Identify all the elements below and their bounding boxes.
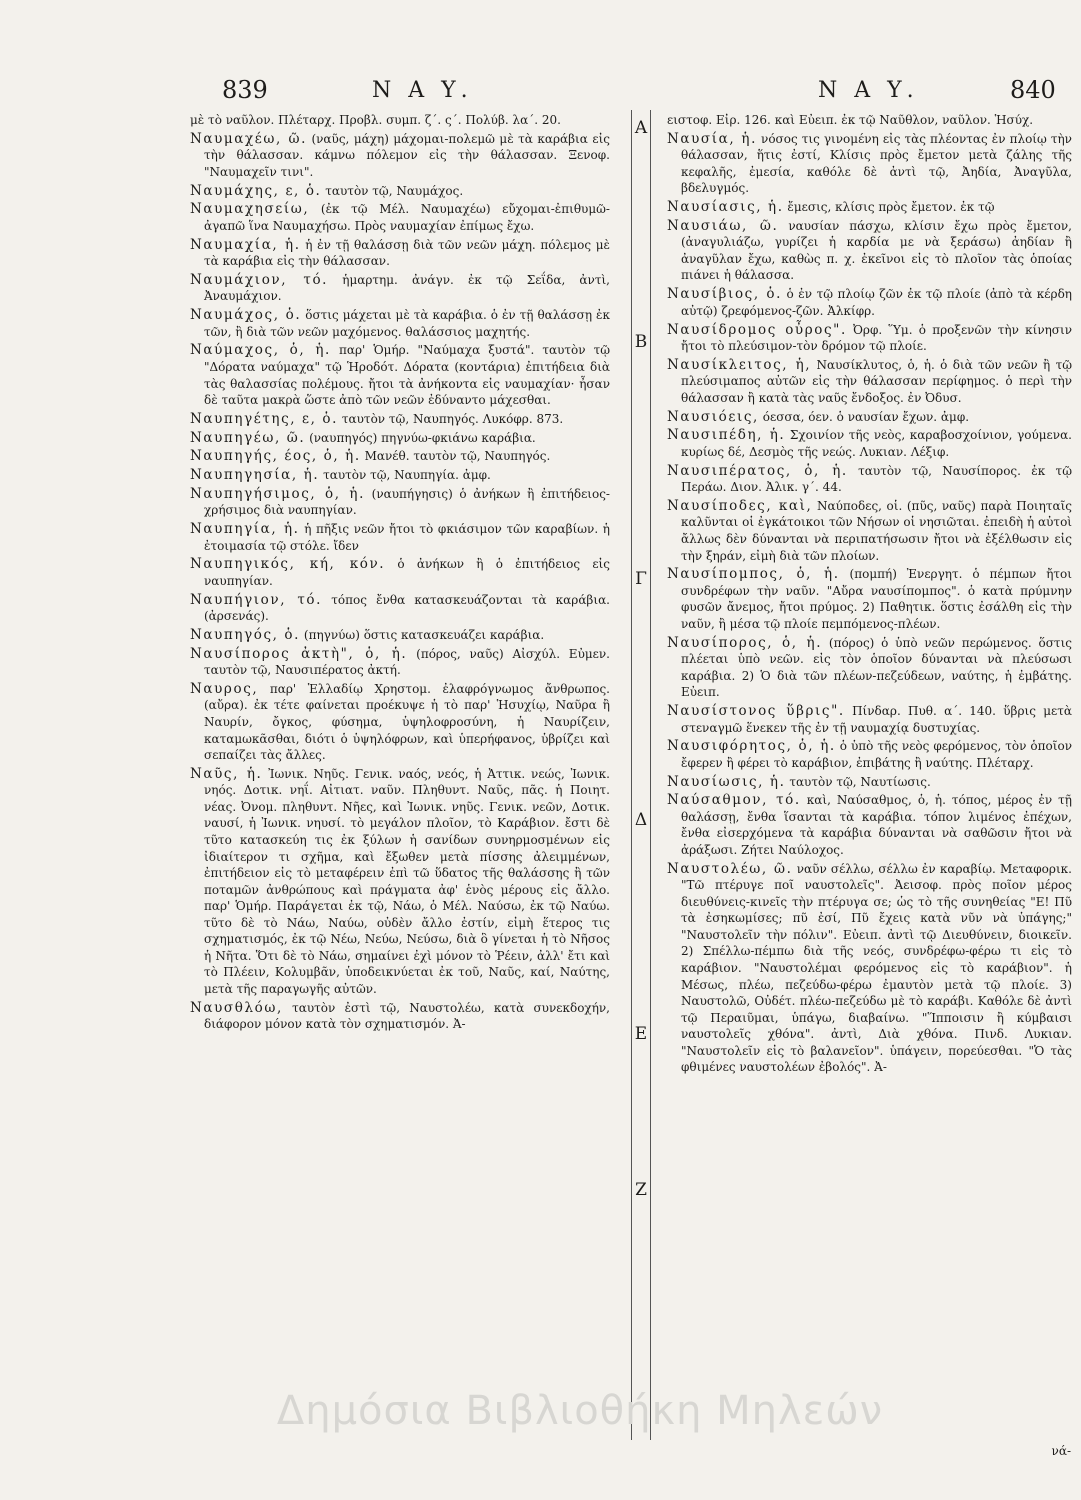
- entry-headword: Ναυμαχία, ἡ.: [190, 236, 301, 253]
- entry-headword: Ναυμάχος, ὁ.: [190, 307, 302, 324]
- entry-definition: ειστοφ. Εἰρ. 126. καὶ Εὐειπ. ἐκ τῷ Ναῦθλον, ναῦλον. Ἡσύχ.: [667, 113, 1034, 127]
- entry-definition: ταυτὸν ἐστὶ τῷ, Ναυστολέω, κατὰ συνεκδοχήν, διάφορον μόνον κατὰ τὸν σχηματισμόν. Ἀ-: [204, 1000, 610, 1032]
- dictionary-entry: [190, 430, 610, 447]
- dictionary-entry: [667, 861, 1072, 1076]
- dictionary-entry: [667, 199, 1072, 216]
- entry-definition: (πόρος) ὁ ὑπὸ νεῶν περώμενος. ὅστις πλέεται ὑπὸ νεῶν. εἰς τὸν ὁποῖον δύνανται νὰ πλεύσωσι καράβια. 2) Ὁ διὰ τῶν πλέων-πεζεύδεων, ναύτης, ἡ ἐμβάτης. Εὐειπ.: [681, 635, 1072, 700]
- entry-definition: όεσσα, όεν. ὁ ναυσίαν ἔχων. ἀμφ.: [762, 409, 970, 424]
- entry-headword: Ναυσιάω, ῶ.: [667, 217, 779, 234]
- dictionary-entry: [667, 218, 1072, 284]
- dictionary-entry: [667, 112, 1072, 129]
- dictionary-entry: [190, 201, 610, 234]
- entry-headword: Ναυσίβιος, ὁ.: [667, 286, 782, 303]
- entry-definition: Ἰωνικ. Νηῦς. Γενικ. ναός, νεός, ἡ Ἀττικ. νεώς, Ἰωνικ. νηός. Δοτικ. νηΐ. Αἰτιατ. ναῦν. Πληθυντ. Ναῦς, πᾶς. ἡ Ποιητ. νέας. Ὀνομ. πληθυντ. Νῆες, καὶ Ἰωνικ. νηῦς. Γενικ. νεῶν, Δοτικ. ναυσί, ἡ Ἰωνικ. νηυσί. τὸ μεγάλον πλοῖον, τὸ Καράβιον. ἔστι δὲ τῦτο κατασκεύη τις ἐκ ξύλων ἡ σανίδων συνηρμοσμένων εἰς ἰδιαίτερον τι σχῆμα, καὶ ἔξωθεν μετὰ πίσσης ἀλειμμένων, ἐπιτήδειον εἰς τὸ μεταφέρειν ἐπὶ τῶ ὕδατος τῆς θαλάσσης ἢ τῶν ποταμῶν ἀνθρώπους καὶ πράγματα ἀφ' ἑνὸς μέρους εἰς ἄλλο. παρ' Ὁμήρ. Παράγεται ἐκ τῷ, Νάω, ὁ Μέλ. Ναύσω, ἐκ τῷ Ναύω. τῦτο δὲ τὸ Νάω, Ναύω, οὐδὲν ἄλλο ἐστίν, εἰμὴ ἕτερος τις σχηματισμός, ἐκ τῷ Νέω, Νεύω, Νεύσω, διὰ ὃ γίνεται ἡ τὸ Νῆσος ἡ Νῆτα. Ὅτι δὲ τὸ Νάω, σημαίνει ἐχὶ μόνον τὸ Ῥέειν, ἀλλ' ἔτι καὶ τὸ Πλέειν, Κολυμβᾶν, ὑποδεικνύεται ἐκ τοῦ, Ναῦς, καί, Ναύτης, μετὰ τῆς παραγωγῆς αὐτῶν.: [204, 766, 610, 996]
- entry-headword: Ναυσιόεις,: [667, 408, 759, 425]
- entry-headword: Ναυρος,: [190, 680, 259, 697]
- entry-definition: ταυτὸν τῷ, Ναυπηγός. Λυκόφρ. 873.: [341, 411, 564, 426]
- entry-headword: Ναυσθλόω,: [190, 999, 283, 1016]
- entry-definition: (ναῦς, μάχη) μάχομαι-πολεμῶ μὲ τὰ καράβια εἰς τὴν θάλασσαν. κάμνω πόλεμον εἰς τὴν θάλασσαν. Ξενοφ. "Ναυμαχεῖν τινι".: [204, 131, 610, 179]
- dictionary-entry: [667, 566, 1072, 632]
- entry-definition: τόπος ἔνθα κατασκευάζονται τὰ καράβια. (ἀρσενάς).: [204, 592, 610, 624]
- dictionary-entry: [190, 237, 610, 270]
- section-letter: Α: [632, 118, 650, 138]
- section-letter: Ε: [632, 1024, 650, 1044]
- right-running-head: Ν Α Υ.: [818, 78, 919, 103]
- entry-headword: Ναυπηγικός, κή, κόν.: [190, 556, 386, 573]
- entry-definition: (ναυπηγός) πηγνύω-φκιάνω καράβια.: [309, 430, 536, 445]
- entry-definition: ἡ ἐν τῇ θαλάσσῃ διὰ τῶν νεῶν μάχη. πόλεμος μὲ τὰ καράβια εἰς τὴν θάλασσαν.: [204, 237, 610, 269]
- entry-headword: Ναυπηγός, ὁ.: [190, 626, 301, 643]
- entry-definition: Σχοινίον τῆς νεὸς, καραβοσχοίνιον, γούμενα. κυρίως δέ, Δεσμὸς τῆς νεώς. Λυκιαν. Λέξιφ.: [681, 428, 1072, 459]
- dictionary-entry: [667, 463, 1072, 496]
- left-page-number: 839: [222, 76, 268, 104]
- entry-definition: ταυτὸν τῷ, Ναυσίπορος. ἐκ τῷ Περάω. Διον. Ἀλικ. γ΄. 44.: [681, 463, 1072, 495]
- entry-definition: Ναυσίκλυτος, ὁ, ἡ. ὁ διὰ τῶν νεῶν ἢ τῷ πλεύσιμαπος αὐτῶν εἰς τὴν θάλασσαν περίφημος. ὁ περὶ τὴν θάλασσαν ἢ κατὰ τὰς ναῦς ἔνδοξος. ἐν Ὀδυσ.: [681, 357, 1072, 405]
- dictionary-entry: [667, 703, 1072, 736]
- dictionary-entry: [190, 342, 610, 408]
- section-letter: Δ: [632, 810, 650, 830]
- entry-definition: ταυτὸν τῷ, Ναυτίωσις.: [789, 774, 931, 789]
- dictionary-entry: [667, 409, 1072, 426]
- entry-definition: νόσος τις γινομένη εἰς τὰς πλέοντας ἐν πλοίῳ τὴν θάλασσαν, ἥτις ἐστί, Κλίσις πρὸς ἔμετον μετὰ ζάλης τῆς κεφαλῆς, ἐμεσία, καθόλε δὲ ἀντὶ τῷ, Ἀηδία, Ἀναγῦλα, βδελυγμός.: [681, 131, 1072, 196]
- dictionary-entry: [190, 592, 610, 625]
- entry-definition: (ναυπήγησις) ὁ ἀνήκων ἢ ἐπιτήδειος-χρήσιμος διὰ ναυπηγίαν.: [204, 486, 610, 518]
- dictionary-entry: [190, 411, 610, 428]
- dictionary-entry: [190, 766, 610, 998]
- entry-definition: ἔμεσις, κλίσις πρὸς ἔμετον. ἐκ τῷ: [787, 200, 995, 215]
- dictionary-entry: [190, 448, 610, 465]
- dictionary-entry: [667, 738, 1072, 771]
- entry-headword: Ναυσιπέρατος, ὁ, ἡ.: [667, 462, 848, 479]
- entry-headword: Ναυπηγέτης, ε, ὁ.: [190, 410, 339, 427]
- gutter-rule-right: [650, 110, 651, 1440]
- entry-definition: ταυτὸν τῷ, Ναυπηγία. ἀμφ.: [323, 468, 491, 482]
- dictionary-entry: [190, 307, 610, 340]
- section-letter: Β: [632, 332, 650, 352]
- entry-headword: Ναῦς, ἡ.: [190, 765, 263, 782]
- entry-headword: Ναυσίπορος ἀκτὴ", ὁ, ἡ.: [190, 645, 408, 662]
- dictionary-entry: [667, 635, 1072, 701]
- entry-definition: παρ' Ἑλλαδίῳ Χρηστομ. ἐλαφρόγνωμος ἄνθρωπος. (αὔρα). ἐκ τέτε φαίνεται προέκυψε ἡ τὸ παρ' Ἡσυχίῳ, Ναῦρα ἢ Ναυρίν, ὄγκος, φύσημα, ὑψηλοφροσύνη, ἡ Ναυρίζειν, καταμωκᾶσθαι, διότι ὁ ὑψηλόφρων, καὶ ὑπερήφανος, ὑβρίζει καὶ σεπαίζει τὰς ἄλλες.: [204, 681, 610, 763]
- entry-headword: Ναυμαχέω, ῶ.: [190, 130, 307, 147]
- left-running-head: Ν Α Υ.: [372, 78, 473, 103]
- entry-headword: Ναυπηγήσιμος, ὁ, ἡ.: [190, 485, 365, 502]
- entry-definition: ὁ ἐν τῷ πλοίῳ ζῶν ἐκ τῷ πλοίε (ἀπὸ τὰ κέρδη αὐτῷ) ζρεφόμενος-ζῶν. Ἀλκίφρ.: [681, 287, 1072, 318]
- entry-headword: Ναυσιπέδη, ἡ.: [667, 427, 786, 444]
- dictionary-entry: [667, 322, 1072, 355]
- left-column: [190, 112, 610, 1035]
- dictionary-entry: [190, 183, 610, 200]
- entry-headword: Ναυσίδρομος οὖρος".: [667, 321, 847, 338]
- entry-headword: Ναυπηγησία, ἡ.: [190, 467, 320, 483]
- dictionary-entry: [667, 286, 1072, 319]
- entry-headword: Ναυσίποδες, καὶ,: [667, 497, 813, 514]
- dictionary-entry: [190, 646, 610, 679]
- entry-definition: ὅστις μάχεται μὲ τὰ καράβια. ὁ ἐν τῇ θαλάσσῃ ἐκ τῶν, ἢ διὰ τῶν νεῶν μαχόμενος. θαλάσσιος μαχητής.: [204, 308, 610, 339]
- entry-headword: Ναυσίπορος, ὁ, ἡ.: [667, 634, 823, 651]
- margin-continuation: νά-: [1051, 1444, 1071, 1458]
- entry-definition: (πηγνύω) ὅστις κατασκευάζει καράβια.: [303, 627, 545, 642]
- dictionary-entry: [190, 681, 610, 764]
- entry-definition: (ἐκ τῷ Μέλ. Ναυμαχέω) εὔχομαι-ἐπιθυμῶ-ἀγαπῶ ἵνα Ναυμαχήσω. Πρὸς ναυμαχίαν ἐπίμως ἔχω.: [204, 202, 610, 233]
- entry-headword: Ναυσίκλειτος, ἡ,: [667, 356, 812, 373]
- entry-definition: (πομπή) Ἐνεργητ. ὁ πέμπων ἤτοι συνδρέφων τὴν ναῦν. "Αὔρα ναυσίπομπος". ὁ κατὰ πρύμνην φυσῶν ἄνεμος, ἤτοι πρύμος. 2) Παθητικ. ὅστις ἐσάλθη εἰς τὴν ναῦν, ἢ μέσα τῷ πλοίε πεμπόμενος-πλέων.: [681, 567, 1072, 631]
- entry-headword: Ναυπηγία, ἡ.: [190, 521, 300, 538]
- dictionary-entry: [190, 627, 610, 644]
- entry-definition: ἡμαρτημ. ἀνάγν. ἐκ τῷ Σεΐδα, ἀντὶ, Ἀναυμάχιον.: [204, 272, 610, 304]
- entry-definition: Πίνδαρ. Πυθ. α΄. 140. ὕβρις μετὰ στεναγμῶ ἕνεκεν τῆς ἐν τῇ ναυμαχίᾳ δυστυχίας.: [681, 704, 1072, 735]
- entry-definition: καὶ, Ναύσαθμος, ὁ, ἡ. τόπος, μέρος ἐν τῇ θαλάσσῃ, ἔνθα ἵσανται τὰ καράβια. τόπον λιμένος ἐπέχων, ἔνθα εἰσερχόμενα τὰ καράβια δύνανται νὰ σαθῶσιν ἤτοι νὰ ἀράξωσι. Ζήτει Ναύλοχος.: [681, 793, 1072, 857]
- entry-definition: παρ' Ὁμήρ. "Ναύμαχα ξυστά". ταυτὸν τῷ "Δόρατα ναύμαχα" τῷ Ἡροδότ. Δόρατα (κοντάρια) ἐπιτήδεια διὰ τὰς θαλασσίας πολέμους. ἤτοι τὰ ἀνήκοντα εἰς ναυμαχίαν· ἦσαν δὲ ταῦτα μακρὰ ὥστε ἀπὸ τῶν νεῶν ἐδύναντο μάχεσθαι.: [204, 343, 610, 408]
- section-letter: Ζ: [632, 1180, 650, 1200]
- dictionary-entry: [667, 774, 1072, 791]
- entry-headword: Ναυπήγιον, τό.: [190, 591, 323, 608]
- dictionary-entry: [667, 427, 1072, 460]
- entry-definition: (πόρος, ναῦς) Αἰσχύλ. Εὐμεν. ταυτὸν τῷ, Ναυσιπέρατος ἀκτή.: [204, 646, 610, 678]
- dictionary-entry: [190, 467, 610, 484]
- entry-definition: ὁ ὑπὸ τῆς νεὸς φερόμενος, τὸν ὁποῖον ἔφερεν ἢ φέρει τὸ καράβιον, ἐπιβάτης ἢ ναύτης. Πλέταρχ.: [681, 739, 1072, 770]
- entry-headword: Ναυμάχιον, τό.: [190, 271, 329, 288]
- entry-definition: Μανέθ. ταυτὸν τῷ, Ναυπηγός.: [364, 449, 551, 464]
- dictionary-entry: [667, 357, 1072, 407]
- entry-definition: ἡ πῆξις νεῶν ἤτοι τὸ φκιάσιμον τῶν καραβίων. ἡ ἐτοιμασία τῷ στόλε. ἴδεν: [204, 522, 610, 553]
- entry-headword: Ναυπηγής, έος, ὁ, ἡ.: [190, 448, 361, 465]
- entry-definition: ὁ ἀνήκων ἢ ὁ ἐπιτήδειος εἰς ναυπηγίαν.: [204, 557, 610, 588]
- entry-headword: Ναυσίωσις, ἡ.: [667, 773, 786, 790]
- dictionary-entry: [667, 498, 1072, 564]
- entry-headword: Ναύσαθμον, τό.: [667, 792, 801, 809]
- entry-definition: ταυτὸν τῷ, Ναυμάχος.: [325, 183, 464, 198]
- dictionary-entry: [667, 792, 1072, 858]
- entry-headword: Ναυμάχης, ε, ὁ.: [190, 182, 322, 199]
- section-letter-gutter: [623, 110, 659, 1440]
- entry-headword: Ναυμαχησείω,: [190, 201, 310, 218]
- entry-headword: Ναυσίστονος ὕβρις".: [667, 703, 845, 720]
- right-column: [667, 112, 1072, 1078]
- dictionary-entry: [190, 131, 610, 181]
- dictionary-entry: [190, 272, 610, 305]
- right-page-number: 840: [1010, 76, 1056, 104]
- gutter-rule-left: [631, 110, 632, 1440]
- entry-definition: ναῦν σέλλω, σέλλω ἐν καραβίῳ. Μεταφορικ. "Τῶ πτέρυγε ποῖ ναυστολεῖς". Ἀεισοφ. πρὸς ποῖον μέρος διευθύνεις-κινεῖς τὴν πτέρυγα σε; ὡς τὸ τῆς συνηθείας "Ε! Πῦ τὰ ἐσηκωμίσες; πῦ ἐσί, Πῦ ἔχεις κατὰ νῦν νὰ ὑπάγης;" "Ναυστολεῖν τὴν πόλιν". Εὐειπ. ἀντὶ τῷ Διευθύνειν, διοικεῖν. 2) Σπέλλω-πέμπω διὰ τῆς νεός, συνδρέφω-φέρω τι εἰς τὸ καράβιον. "Ναυστολέμαι φερόμενος εἰς τὸ καράβιον". ἡ Μέσως, πλέω, πεζεύδω-φέρω ἐμαυτὸν μετὰ τῷ πλοίε. 3) Ναυστολῶ, Οὐδέτ. πλέω-πεζεύδω μὲ τὸ καράβι. Καθόλε δὲ ἀντὶ τῷ Περαιῦμαι, ὑπάγω, διαβαίνω. "Ἵπποισιν ἢ κύμβαισι ναυστολεῖς χθόνα". ἀντὶ, Διὰ χθόνα. Πινδ. Λυκιαν. "Ναυστολεῖν εἰς τὸ βαλανεῖον". ὑπάγειν, πορεύεσθαι. "Ὁ τὰς φθιμένες ναυστολέων ἐβολός". Ἀ-: [681, 861, 1072, 1075]
- entry-definition: Ναύποδες, οἱ. (πῦς, ναῦς) παρὰ Ποιηταῖς καλῦνται οἱ ἐγκάτοικοι τῶν Νήσων οἱ νησιῶται. ἐπειδὴ ἡ αὐτοὶ ἄλλως δὲν δύνανται νὰ περιπατήσωσιν ἤτοι νὰ ἐξέλθωσιν εἰς τὴν ξηράν, εἰμὴ διὰ τῶν πλοίων.: [681, 498, 1072, 563]
- dictionary-entry: [190, 486, 610, 519]
- entry-headword: Ναυσίασις, ἡ.: [667, 199, 784, 216]
- entry-headword: Ναυσία, ἡ.: [667, 130, 757, 147]
- entry-definition: ναυσίαν πάσχω, κλίσιν ἔχω πρὸς ἔμετον, (ἀναγυλιάζω, γυρίζει ἡ καρδία με νὰ ξεράσω) ἀηδίαν ἢ ἀναγῦλαν ἔχω, καθὼς π. χ. ἐκεῖνοι εἰς τὸ πλοῖον τὰς ὁποίας πιάνει ἡ θάλασσα.: [681, 218, 1072, 283]
- entry-definition: μὲ τὸ ναῦλον. Πλέταρχ. Προβλ. συμπ. ζ΄. ς΄. Πολύβ. λα΄. 20.: [190, 113, 561, 127]
- dictionary-entry: [667, 131, 1072, 197]
- entry-headword: Ναύμαχος, ὁ, ἡ.: [190, 342, 331, 359]
- entry-headword: Ναυσίπομπος, ὁ, ἡ.: [667, 566, 840, 583]
- entry-headword: Ναυστολέω, ῶ.: [667, 860, 793, 877]
- entry-headword: Ναυσιφόρητος, ὁ, ἡ.: [667, 738, 836, 755]
- library-watermark: Δημόσια Βιβλιοθήκη Μηλεών: [276, 1388, 884, 1434]
- dictionary-entry: [190, 521, 610, 554]
- dictionary-entry: [190, 1000, 610, 1033]
- dictionary-entry: [190, 112, 610, 129]
- section-letter: Γ: [632, 569, 650, 589]
- entry-definition: Ὀρφ. Ὕμ. ὁ προξενῶν τὴν κίνησιν ἤτοι τὸ πλεύσιμον-τὸν δρόμον τῷ πλοίε.: [681, 322, 1072, 354]
- entry-headword: Ναυπηγέω, ῶ.: [190, 429, 306, 446]
- dictionary-entry: [190, 556, 610, 589]
